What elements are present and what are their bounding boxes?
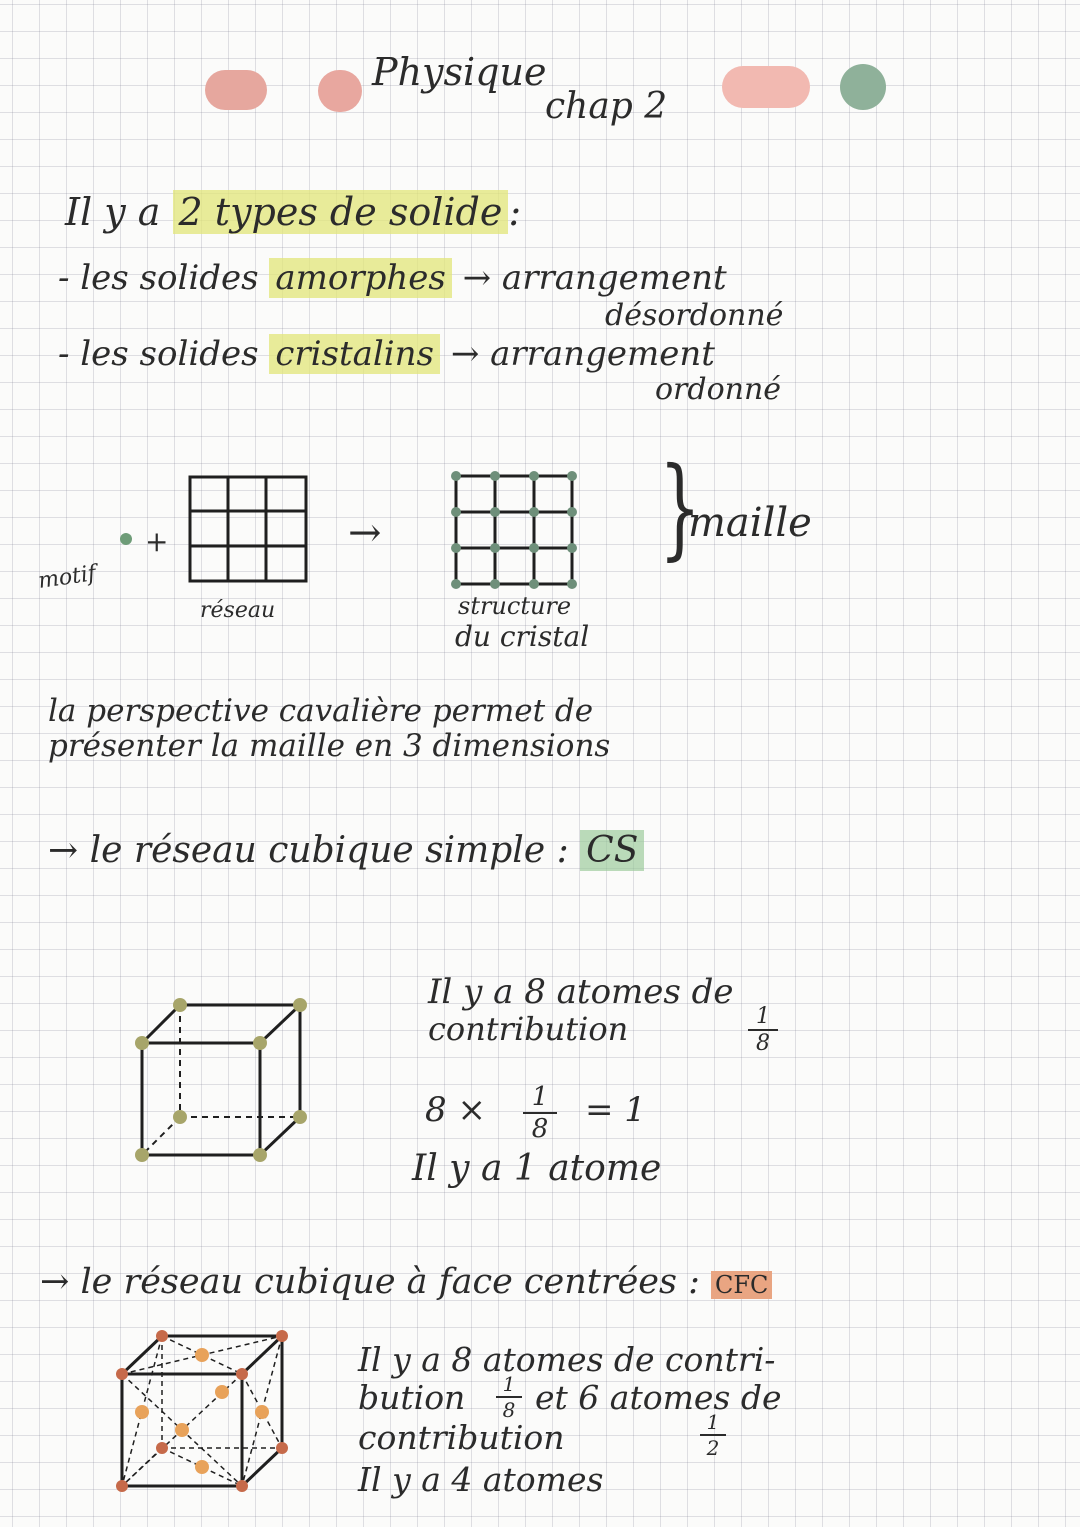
- cs-text-line-2: contribution: [428, 1010, 629, 1048]
- item1-highlight: amorphes: [269, 258, 451, 298]
- item2-suffix: → arrangement: [450, 334, 715, 374]
- cs-text-line-1: Il y a 8 atomes de: [428, 972, 734, 1012]
- reseau-grid: [188, 475, 308, 585]
- motif-label: motif: [36, 561, 98, 594]
- cfc-fraction-a: [496, 1372, 522, 1422]
- perspective-line-2: présenter la maille en 3 dimensions: [48, 728, 611, 764]
- cs-result: Il y a 1 atome: [412, 1148, 662, 1189]
- cfc-fraction-b: [700, 1410, 726, 1460]
- cs-calc-suffix: = 1: [585, 1090, 646, 1130]
- cs-cube: [130, 995, 320, 1175]
- cfc-cube-drawing: [112, 1328, 292, 1498]
- cs-calc-num: 1: [523, 1082, 557, 1114]
- motif-dot: [120, 533, 132, 545]
- item2-highlight: cristalins: [269, 334, 440, 374]
- chapter-label: chap 2: [545, 86, 668, 127]
- cfc-frac-a-den: 8: [502, 1398, 516, 1422]
- cs-calc: [425, 1090, 486, 1130]
- cs-calc-prefix: 8 ×: [425, 1090, 486, 1130]
- cs-calc-fraction: [523, 1082, 557, 1144]
- cs-frac1-num: 1: [748, 1004, 778, 1031]
- item1-continuation: désordonné: [605, 298, 784, 333]
- item-cristalins: [58, 334, 715, 374]
- structure-label-1: structure: [458, 592, 572, 620]
- cs-calc-den: 8: [531, 1114, 549, 1144]
- plus-sign: +: [145, 525, 169, 558]
- item2-continuation: ordonné: [655, 372, 782, 407]
- cfc-line-1: Il y a 8 atomes de contri-: [358, 1340, 776, 1379]
- cfc-heading: [40, 1262, 772, 1302]
- cs-frac1-den: 8: [756, 1031, 770, 1056]
- reseau-label: réseau: [200, 598, 276, 623]
- cfc-line-2: [358, 1378, 465, 1417]
- cfc-heading-prefix: → le réseau cubique à face centrées :: [40, 1262, 700, 1302]
- cfc-heading-highlight: CFC: [711, 1271, 772, 1299]
- sticker-left: [205, 70, 267, 110]
- structure-label-2: du cristal: [455, 620, 590, 653]
- perspective-line-1: la perspective cavalière permet de: [48, 693, 594, 729]
- intro-colon: :: [508, 190, 522, 234]
- crystal-structure: [452, 472, 576, 588]
- maille-label: maille: [688, 500, 812, 546]
- cfc-frac-b-den: 2: [706, 1436, 720, 1460]
- cfc-line2-suffix: et 6 atomes de: [535, 1378, 782, 1417]
- cfc-frac-a-num: 1: [496, 1372, 522, 1398]
- item-amorphes: [58, 258, 727, 298]
- item1-suffix: → arrangement: [462, 258, 727, 298]
- sticker-mid-right: [722, 66, 810, 108]
- cs-fraction-1: [748, 1004, 778, 1056]
- cfc-line-4: Il y a 4 atomes: [358, 1460, 604, 1499]
- cfc-frac-b-num: 1: [700, 1410, 726, 1436]
- sticker-right: [840, 64, 886, 110]
- cs-heading-prefix: → le réseau cubique simple :: [48, 830, 569, 871]
- maille-brace: }: [659, 443, 701, 571]
- cfc-line2-prefix: bution: [358, 1378, 466, 1417]
- page-title: Physique: [372, 50, 547, 94]
- item1-prefix: - les solides: [58, 258, 259, 298]
- cs-heading: [48, 830, 644, 871]
- diagram-arrow: →: [348, 510, 382, 556]
- cs-heading-highlight: CS: [580, 830, 644, 871]
- intro-prefix: Il y a: [65, 190, 161, 234]
- cfc-line-3: contribution: [358, 1418, 565, 1457]
- sticker-mid-left: [318, 70, 362, 112]
- item2-prefix: - les solides: [58, 334, 259, 374]
- intro-line-1: [65, 190, 521, 234]
- intro-highlight: 2 types de solide: [173, 190, 509, 234]
